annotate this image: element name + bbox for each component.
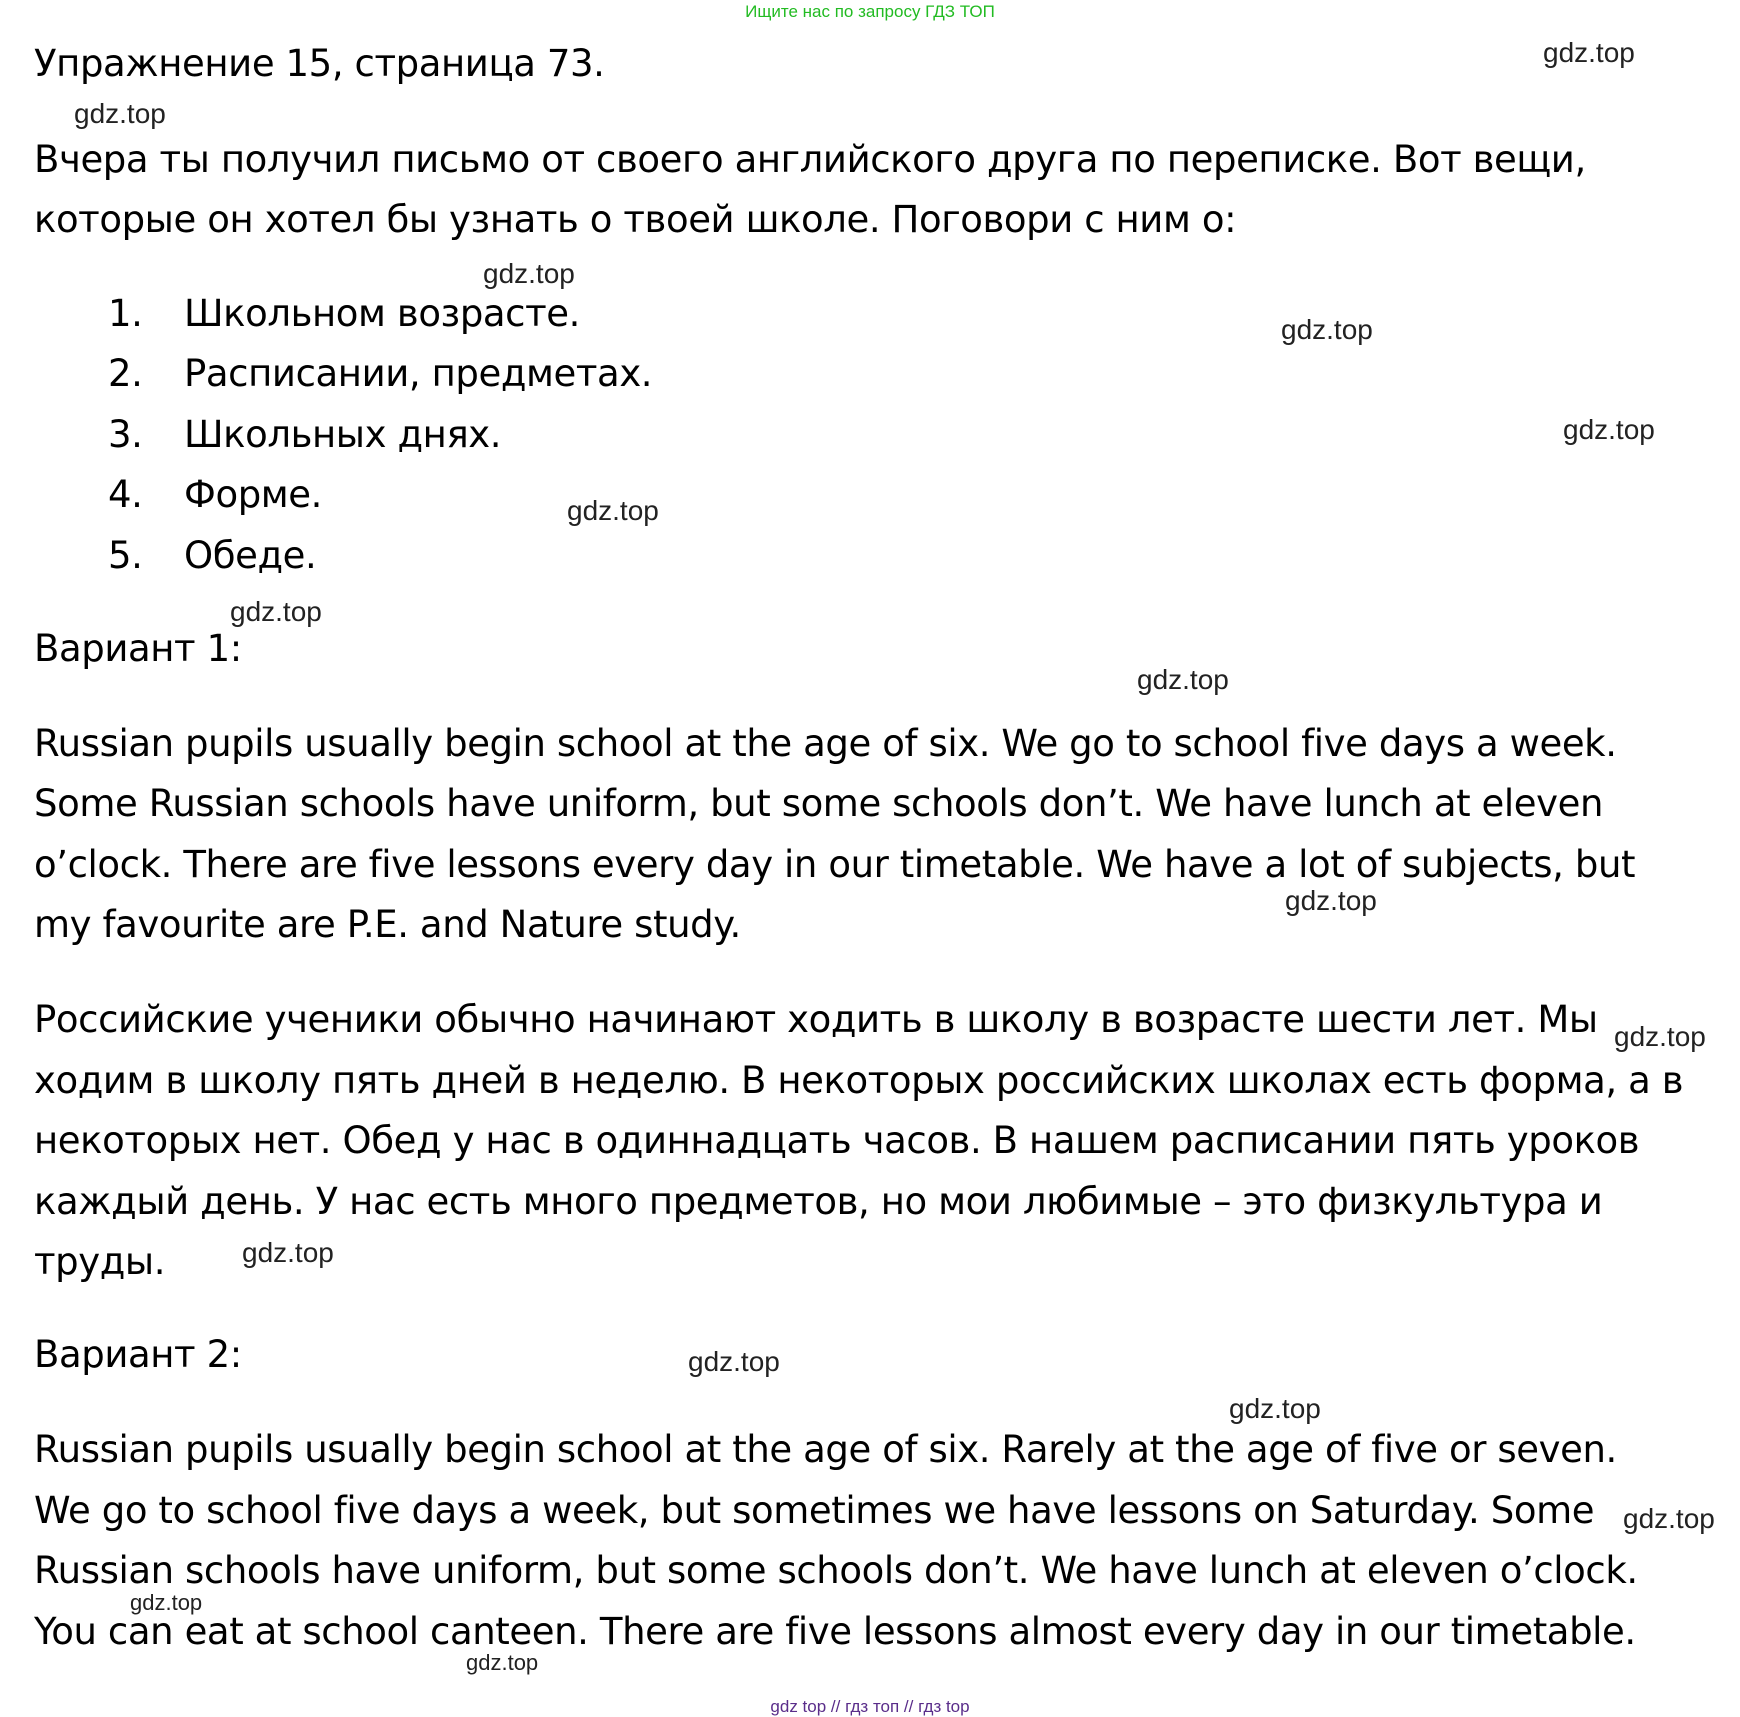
variant-1-russian-line: труды. xyxy=(34,1240,166,1283)
watermark: gdz.top xyxy=(1623,1503,1715,1534)
topic-number: 5. xyxy=(108,534,143,577)
variant-2-english-line: We go to school five days a week, but sometimes we have lessons on Saturday. Some xyxy=(34,1489,1595,1532)
variant-2-english-line: Russian pupils usually begin school at the age of six. Rarely at the age of five or seven. xyxy=(34,1428,1617,1471)
variant-1-russian-line: каждый день. У нас есть много предметов, но мои любимые – это физкультура и xyxy=(34,1180,1603,1223)
watermark: gdz.top xyxy=(242,1237,334,1268)
variant-2-english-line: Russian schools have uniform, but some schools don’t. We have lunch at eleven o’clock. xyxy=(34,1549,1638,1592)
variant-1-english-line: o’clock. There are five lessons every day in our timetable. We have a lot of subjects, but xyxy=(34,843,1636,886)
watermark: gdz.top xyxy=(483,258,575,289)
variant-1-english-line: Some Russian schools have uniform, but some schools don’t. We have lunch at eleven xyxy=(34,782,1604,825)
watermark: gdz.top xyxy=(1563,414,1655,445)
watermark: gdz.top xyxy=(1543,37,1635,68)
watermark: gdz.top xyxy=(1137,664,1229,695)
watermark: gdz.top xyxy=(130,1590,203,1615)
variant-1-english-line: my favourite are P.E. and Nature study. xyxy=(34,903,741,946)
variant-1-russian-line: Российские ученики обычно начинают ходить в школу в возрасте шести лет. Мы xyxy=(34,998,1598,1041)
variant-2-english-line: You can eat at school canteen. There are five lessons almost every day in our timetable. xyxy=(34,1610,1636,1653)
variant-1-russian-line: некоторых нет. Обед у нас в одиннадцать часов. В нашем расписании пять уроков xyxy=(34,1119,1640,1162)
topic-item: Школьном возрасте. xyxy=(184,292,581,335)
watermark: gdz.top xyxy=(74,98,166,129)
variant-1-heading: Вариант 1: xyxy=(34,627,242,670)
top-banner: Ищите нас по запросу ГДЗ ТОП xyxy=(745,2,995,21)
watermark: gdz.top xyxy=(688,1346,780,1377)
watermark: gdz.top xyxy=(1614,1021,1706,1052)
watermark: gdz.top xyxy=(1285,885,1377,916)
watermark: gdz.top xyxy=(1229,1393,1321,1424)
page-title: Упражнение 15, страница 73. xyxy=(34,42,605,85)
watermark: gdz.top xyxy=(567,495,659,526)
intro-line-2: которые он хотел бы узнать о твоей школе. Поговори с ним о: xyxy=(34,198,1237,241)
topic-item: Форме. xyxy=(184,473,323,516)
intro-line-1: Вчера ты получил письмо от своего английского друга по переписке. Вот вещи, xyxy=(34,138,1586,181)
topic-number: 4. xyxy=(108,473,143,516)
topic-item: Расписании, предметах. xyxy=(184,352,653,395)
topic-number: 1. xyxy=(108,292,143,335)
watermark: gdz.top xyxy=(1281,314,1373,345)
bottom-banner: gdz top // гдз топ // гдз top xyxy=(770,1697,970,1716)
topic-item: Школьных днях. xyxy=(184,413,502,456)
variant-1-english-line: Russian pupils usually begin school at the age of six. We go to school five days a week. xyxy=(34,722,1617,765)
watermark: gdz.top xyxy=(466,1650,539,1675)
variant-1-russian-line: ходим в школу пять дней в неделю. В некоторых российских школах есть форма, а в xyxy=(34,1059,1684,1102)
topic-number: 3. xyxy=(108,413,143,456)
topic-item: Обеде. xyxy=(184,534,317,577)
variant-2-heading: Вариант 2: xyxy=(34,1333,242,1376)
topic-number: 2. xyxy=(108,352,143,395)
watermark: gdz.top xyxy=(230,596,322,627)
